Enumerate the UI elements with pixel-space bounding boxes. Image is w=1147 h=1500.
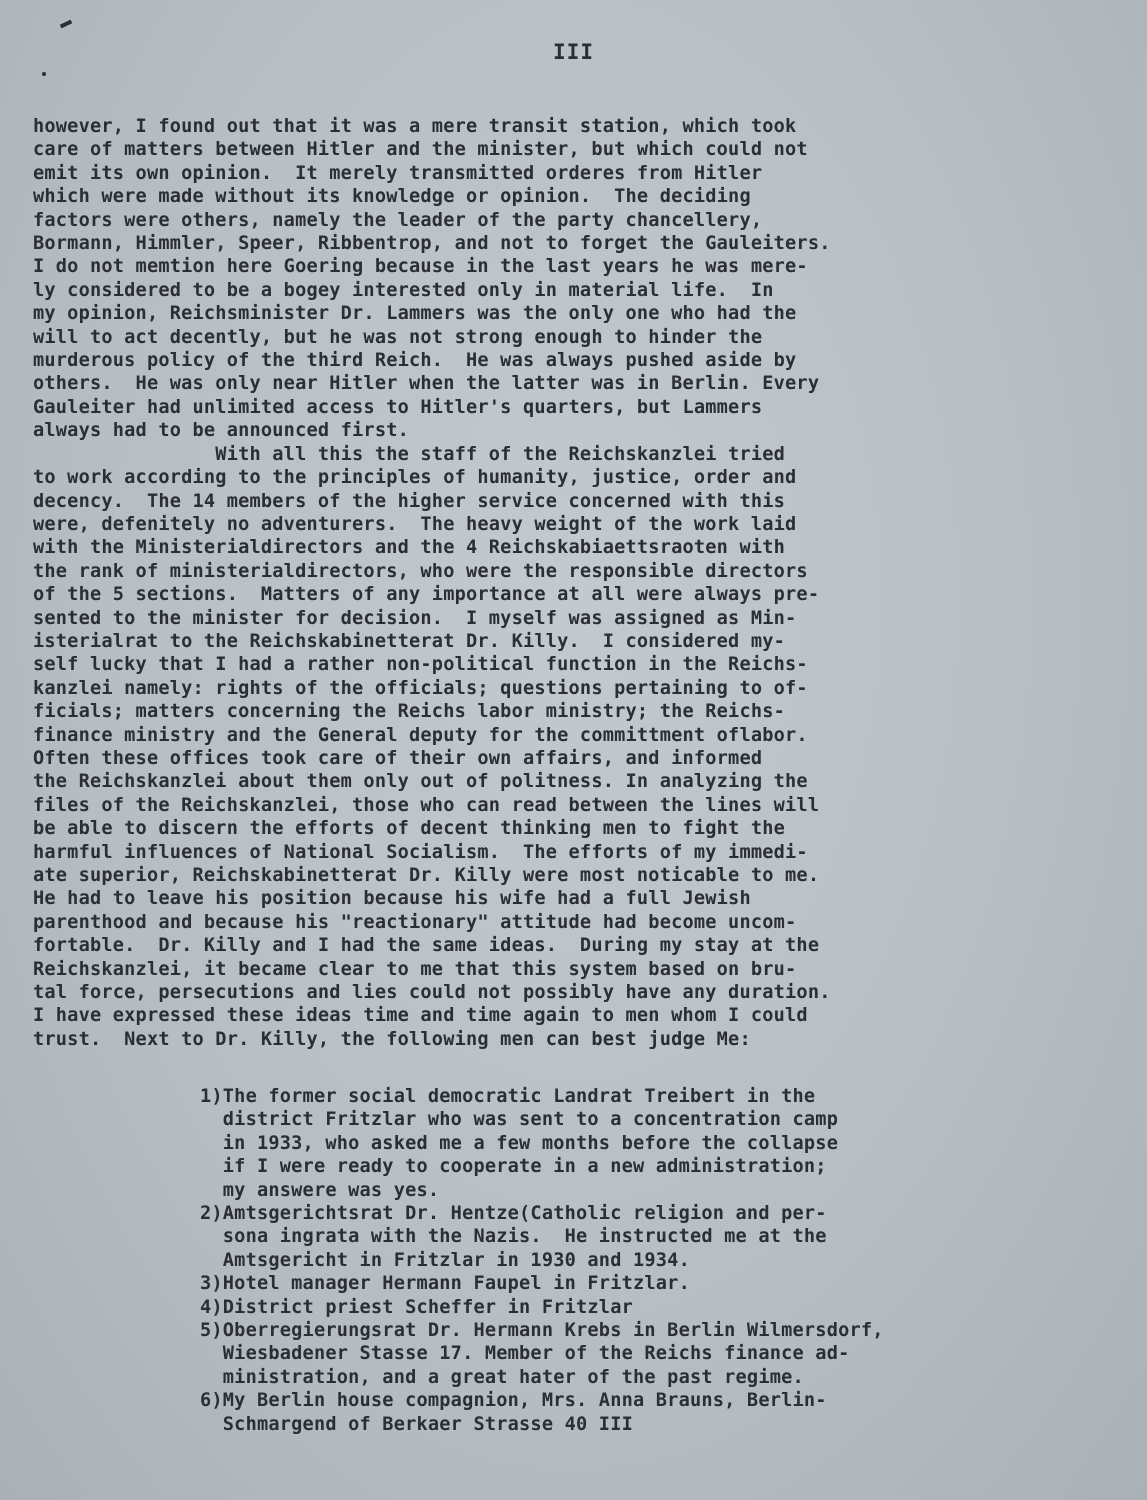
- text-line: Bormann, Himmler, Speer, Ribbentrop, and not to forget the Gauleiters.: [33, 233, 831, 255]
- list-line: in 1933, who asked me a few months before the collapse: [200, 1132, 839, 1154]
- text-line: murderous policy of the third Reich. He was always pushed aside by: [33, 350, 797, 372]
- text-line: I do not memtion here Goering because in the last years he was mere-: [33, 256, 808, 278]
- text-line: finance ministry and the General deputy for the committment oflabor.: [33, 724, 808, 746]
- text-line: Gauleiter had unlimited access to Hitler's quarters, but Lammers: [33, 396, 763, 418]
- text-line: ficials; matters concerning the Reichs labor ministry; the Reichs-: [33, 701, 786, 723]
- text-line: always had to be announced first.: [33, 420, 410, 442]
- text-line: care of matters between Hitler and the minister, but which could not: [33, 139, 808, 161]
- text-line: With all this the staff of the Reichskanzlei tried: [33, 443, 786, 465]
- text-line: sented to the minister for decision. I myself was assigned as Min-: [33, 607, 797, 629]
- text-line: Often these offices took care of their own affairs, and informed: [33, 747, 763, 769]
- list-line: 5)Oberregierungsrat Dr. Hermann Krebs in Berlin Wilmersdorf,: [200, 1320, 884, 1342]
- text-line: factors were others, namely the leader of the party chancellery,: [33, 209, 763, 231]
- text-line: Reichskanzlei, it became clear to me that this system based on bru-: [33, 958, 797, 980]
- text-line: kanzlei namely: rights of the officials; questions pertaining to of-: [33, 677, 808, 699]
- text-line: of the 5 sections. Matters of any importance at all were always pre-: [33, 584, 820, 606]
- text-line: files of the Reichskanzlei, those who can read between the lines will: [33, 794, 820, 816]
- ink-mark: [60, 20, 73, 29]
- list-line: 4)District priest Scheffer in Fritzlar: [200, 1296, 633, 1318]
- text-line: were, defenitely no adventurers. The heavy weight of the work laid: [33, 513, 797, 535]
- list-line: ministration, and a great hater of the past regime.: [200, 1366, 804, 1388]
- text-line: fortable. Dr. Killy and I had the same ideas. During my stay at the: [33, 935, 820, 957]
- list-line: sona ingrata with the Nazis. He instructed me at the: [200, 1226, 827, 1248]
- ink-dot: [42, 72, 46, 76]
- list-line: Amtsgericht in Fritzlar in 1930 and 1934.: [200, 1249, 690, 1271]
- text-line: harmful influences of National Socialism. The efforts of my immedi-: [33, 841, 808, 863]
- text-line: ate superior, Reichskabinetterat Dr. Killy were most noticable to me.: [33, 865, 820, 886]
- list-line: my answere was yes.: [200, 1179, 440, 1201]
- text-line: decency. The 14 members of the higher service concerned with this: [33, 490, 786, 512]
- text-line: trust. Next to Dr. Killy, the following men can best judge Me:: [33, 1028, 751, 1050]
- reference-list: [200, 1085, 1100, 1436]
- body-paragraphs: [33, 115, 1123, 1051]
- text-line: He had to leave his position because his wife had a full Jewish: [33, 888, 751, 910]
- text-line: tal force, persecutions and lies could not possibly have any duration.: [33, 982, 831, 1004]
- text-line: the Reichskanzlei about them only out of politness. In analyzing the: [33, 771, 808, 793]
- text-line: emit its own opinion. It merely transmitted orderes from Hitler: [33, 162, 763, 184]
- text-line: isterialrat to the Reichskabinetterat Dr. Killy. I considered my-: [33, 630, 786, 652]
- text-line: self lucky that I had a rather non-political function in the Reichs-: [33, 654, 808, 676]
- list-line: 1)The former social democratic Landrat Treibert in the: [200, 1086, 816, 1107]
- list-line: 6)My Berlin house compagnion, Mrs. Anna Brauns, Berlin-: [200, 1390, 827, 1412]
- text-line: the rank of ministerialdirectors, who were the responsible directors: [33, 560, 808, 582]
- text-line: will to act decently, but he was not strong enough to hinder the: [33, 326, 763, 348]
- list-line: district Fritzlar who was sent to a concentration camp: [200, 1109, 839, 1131]
- text-line: my opinion, Reichsminister Dr. Lammers was the only one who had the: [33, 303, 797, 325]
- text-line: with the Ministerialdirectors and the 4 Reichskabiaettsraoten with: [33, 537, 786, 559]
- text-line: I have expressed these ideas time and time again to men whom I could: [33, 1005, 808, 1027]
- text-line: others. He was only near Hitler when the latter was in Berlin. Every: [33, 373, 820, 395]
- list-line: Wiesbadener Stasse 17. Member of the Reichs finance ad-: [200, 1343, 850, 1365]
- list-line: Schmargend of Berkaer Strasse 40 III: [200, 1413, 633, 1435]
- text-line: to work according to the principles of humanity, justice, order and: [33, 467, 797, 489]
- page-number: III: [553, 40, 594, 64]
- text-line: be able to discern the efforts of decent thinking men to fight the: [33, 818, 786, 840]
- text-line: which were made without its knowledge or opinion. The deciding: [33, 186, 751, 208]
- list-line: if I were ready to cooperate in a new administration;: [200, 1156, 827, 1178]
- text-line: however, I found out that it was a mere transit station, which took: [33, 116, 797, 137]
- text-line: parenthood and because his "reactionary" attitude had become uncom-: [33, 911, 797, 933]
- text-line: ly considered to be a bogey interested only in material life. In: [33, 279, 774, 301]
- list-line: 3)Hotel manager Hermann Faupel in Fritzlar.: [200, 1273, 690, 1295]
- list-line: 2)Amtsgerichtsrat Dr. Hentze(Catholic religion and per-: [200, 1203, 827, 1225]
